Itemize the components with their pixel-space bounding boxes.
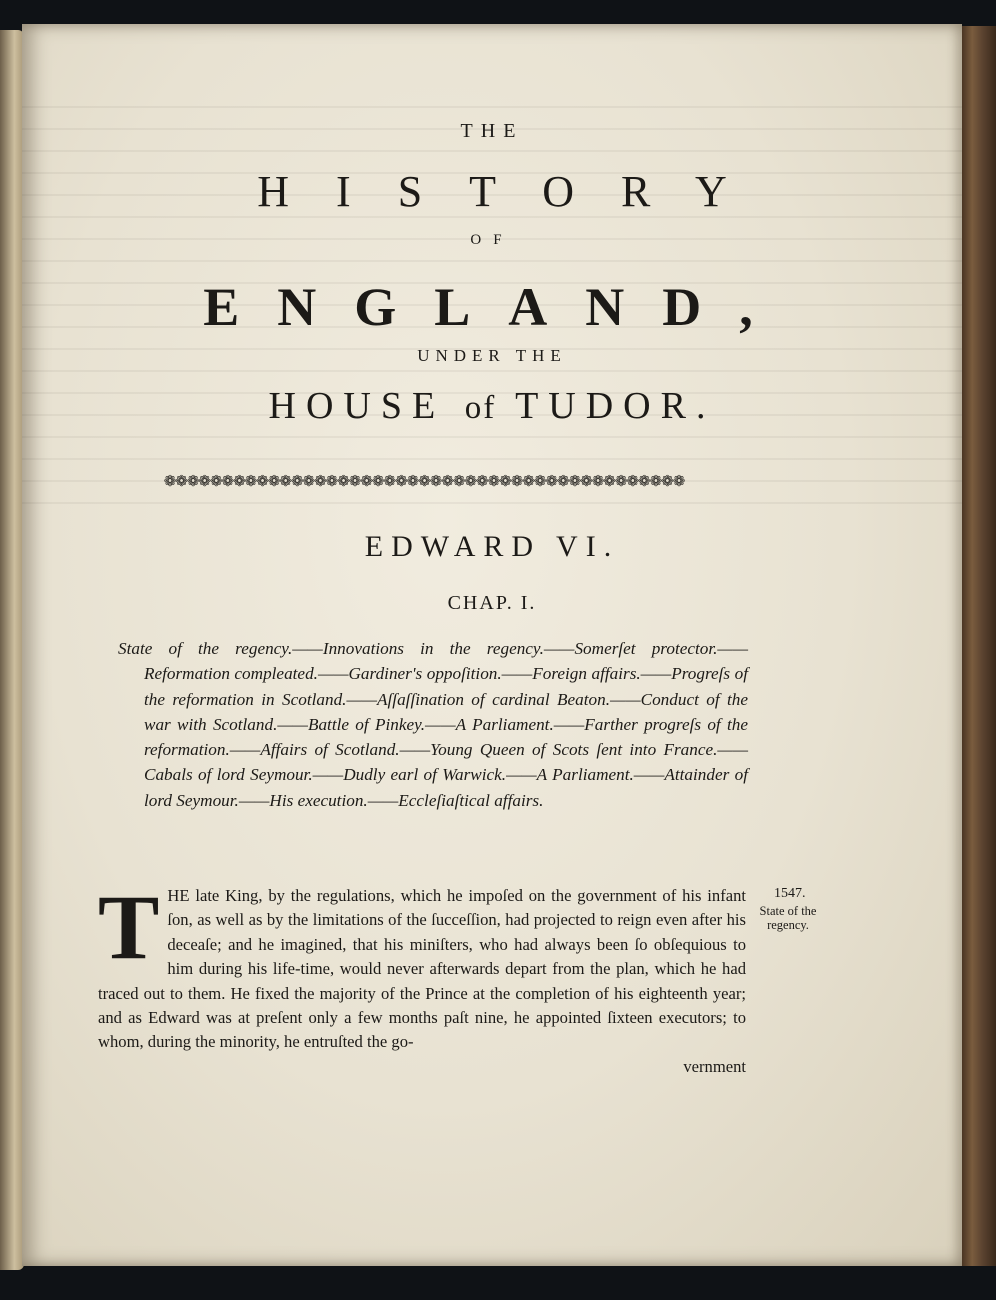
reign-title: EDWARD VI. <box>364 530 620 563</box>
title-history: HISTORY <box>257 167 774 216</box>
chapter-summary: State of the regency.——Innovations in the regency.——Somerſet protector.——Reformation compleated.——Gardiner's oppoſition.——Foreign affairs.——Progreſs of the reformation in Scotland.——Aſſaſſination of cardinal Beaton.——Conduct of the war with Scotland.——Battle of Pinkey.——A Parliament.——Farther progreſs of the reformation.——Affairs of Scotland.——Young Queen of Scots ſent into France.——Cabals of lord Seymour.——Dudly earl of Warwick.——A Parliament.——Attainder of lord Seymour.——His execution.——Eccleſiaſtical affairs. <box>118 639 748 810</box>
catchword: vernment <box>683 1056 746 1076</box>
chapter-heading: CHAP. I. <box>447 592 537 614</box>
title-under-the: UNDER THE <box>417 346 567 365</box>
body-paragraph <box>98 876 746 1079</box>
left-page-edge <box>0 30 24 1270</box>
margin-year: 1547. <box>774 886 806 901</box>
margin-note: State of the regency. <box>759 904 817 932</box>
ornament-rule: ❁❁❁❁❁❁❁❁❁❁❁❁❁❁❁❁❁❁❁❁❁❁❁❁❁❁❁❁❁❁❁❁❁❁❁❁❁❁❁❁❁❁❁❁❁ <box>163 474 685 490</box>
title-tudor: TUDOR. <box>515 385 716 427</box>
body-text: HE late King, by the regulations, which he impoſed on the government of his infant ſon, as well as by the limitations of the ſucceſſion, had projected to reign even after his deceaſe; and he imagined, that his miniſters, who had always been ſo obſequious to him during his life-time, would never afterwards depart from the plan, which he had traced out to them. He fixed the majority of the Prince at the completion of his eighteenth year; and as Edward was at preſent only a few months paſt nine, he appointed ſixteen executors; to whom, during the minority, he entruſted the go- <box>98 886 746 1052</box>
title-of-small: of <box>464 390 497 426</box>
title-the: THE <box>460 120 524 142</box>
title-of: OF <box>470 232 514 248</box>
title-house: HOUSE <box>268 385 446 427</box>
drop-cap: T <box>98 876 160 978</box>
title-house-of-tudor <box>22 384 962 428</box>
book-page <box>22 24 962 1266</box>
page-block-edge <box>962 26 996 1266</box>
title-england: ENGLAND, <box>203 277 791 337</box>
